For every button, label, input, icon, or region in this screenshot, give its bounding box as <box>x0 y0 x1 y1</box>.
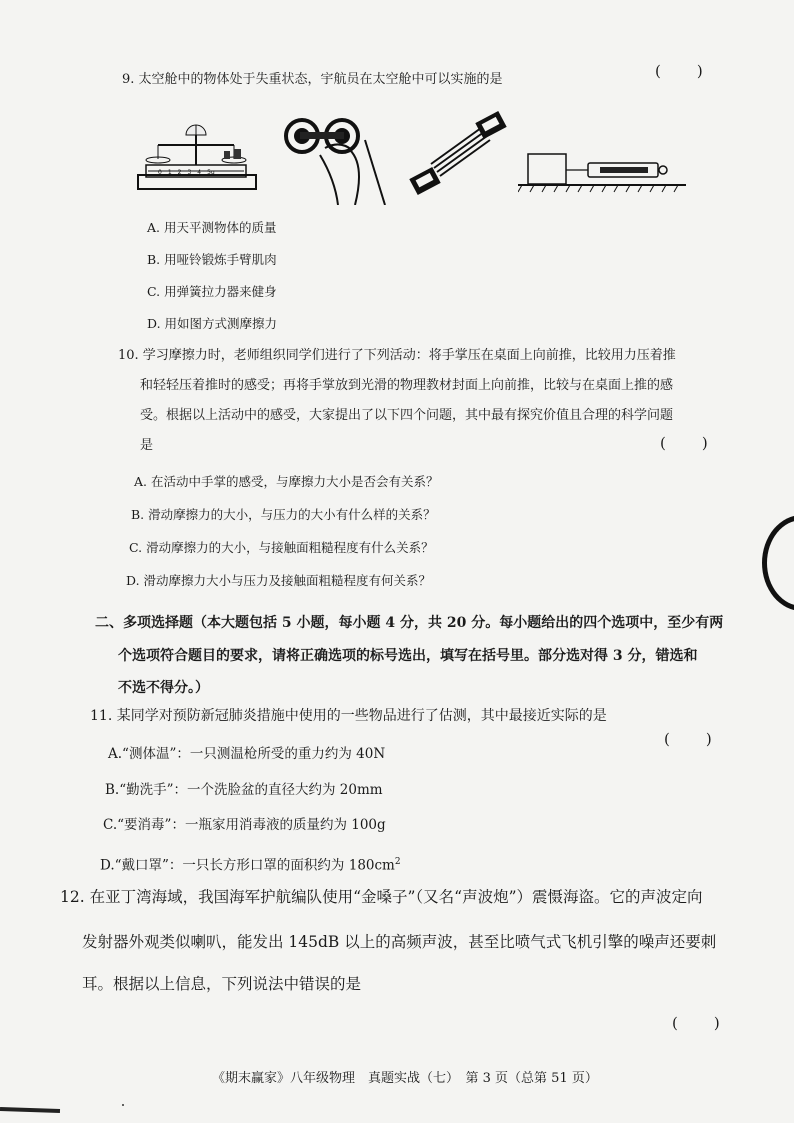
q10-line-4: 是 <box>140 438 154 453</box>
q9-option-a: A. 用天平测物体的质量 <box>147 220 277 235</box>
q9-option-b: B. 用哑铃锻炼手臂肌肉 <box>147 252 277 267</box>
q10-answer-paren: ( ) <box>660 434 710 452</box>
q11-option-a: A.“测体温”：一只测温枪所受的重力约为 40N <box>108 746 386 762</box>
balance-scale-figure <box>128 115 268 197</box>
q10-line-3: 受。根据以上活动中的感受，大家提出了以下四个问题，其中最有探究价值且合理的科学问题 <box>140 408 674 423</box>
q9-answer-paren: ( ) <box>655 62 705 80</box>
q11-option-b: B.“勤洗手”：一个洗脸盆的直径大约为 20mm <box>105 782 383 798</box>
page-footer: 《期末赢家》八年级物理 真题实战（七） 第 3 页（总第 51 页） <box>212 1071 598 1086</box>
scale-ticks: 0 1 2 3 4 5g <box>158 169 215 176</box>
q12-line-3: 耳。根据以上信息，下列说法中错误的是 <box>82 975 362 993</box>
scan-edge-mark <box>0 1107 60 1113</box>
q11-answer-paren: ( ) <box>664 730 714 748</box>
q12-line-1: 12. 在亚丁湾海域，我国海军护航编队使用“金嗓子”（又名“声波炮”）震慑海盗。它的声波定向 <box>60 888 703 906</box>
section2-line-3: 不选不得分。） <box>118 680 209 696</box>
q10-option-a: A. 在活动中手掌的感受，与摩擦力大小是否会有关系？ <box>134 474 439 489</box>
q9-option-c: C. 用弹簧拉力器来健身 <box>147 284 277 299</box>
q11-stem: 11. 某同学对预防新冠肺炎措施中使用的一些物品进行了估测，其中最接近实际的是 <box>90 708 607 724</box>
q10-option-b: B. 滑动摩擦力的大小，与压力的大小有什么样的关系？ <box>131 507 436 522</box>
scan-dot <box>122 1104 124 1106</box>
q10-option-d: D. 滑动摩擦力大小与压力及接触面粗糙程度有何关系？ <box>126 573 432 588</box>
q11-option-d-sup: 2 <box>394 857 401 867</box>
q12-answer-paren: ( ) <box>672 1014 722 1032</box>
binder-ring-mark <box>762 515 794 611</box>
q9-option-d: D. 用如图方式测摩擦力 <box>147 316 278 331</box>
section2-line-1: 二、多项选择题（本大题包括 5 小题，每小题 4 分，共 20 分。每小题给出的四个选项中，至少有两 <box>95 615 724 631</box>
section2-line-2: 个选项符合题目的要求，请将正确选项的标号选出，填写在括号里。部分选对得 3 分，错选和 <box>118 648 698 664</box>
q11-option-d-text: D.“戴口罩”：一只长方形口罩的面积约为 180cm <box>100 857 395 874</box>
q11-option-d <box>100 852 401 876</box>
dumbbell-arm-figure <box>280 110 390 205</box>
q9-stem: 9. 太空舱中的物体处于失重状态，宇航员在太空舱中可以实施的是 <box>122 72 503 87</box>
q10-option-c: C. 滑动摩擦力的大小，与接触面粗糙程度有什么关系？ <box>129 540 434 555</box>
friction-measurement-figure <box>518 148 690 196</box>
spring-expander-figure <box>404 110 514 200</box>
q10-line-2: 和轻轻压着推时的感受；再将手掌放到光滑的物理教材封面上向前推，比较与在桌面上推的感 <box>140 378 674 393</box>
q11-option-c: C.“要消毒”：一瓶家用消毒液的质量约为 100g <box>103 817 386 833</box>
q12-line-2: 发射器外观类似喇叭，能发出 145dB 以上的高频声波，甚至比喷气式飞机引擎的噪声还要刺 <box>82 933 717 951</box>
q10-line-1: 10. 学习摩擦力时，老师组织同学们进行了下列活动：将手掌压在桌面上向前推，比较用力压着推 <box>118 348 676 363</box>
